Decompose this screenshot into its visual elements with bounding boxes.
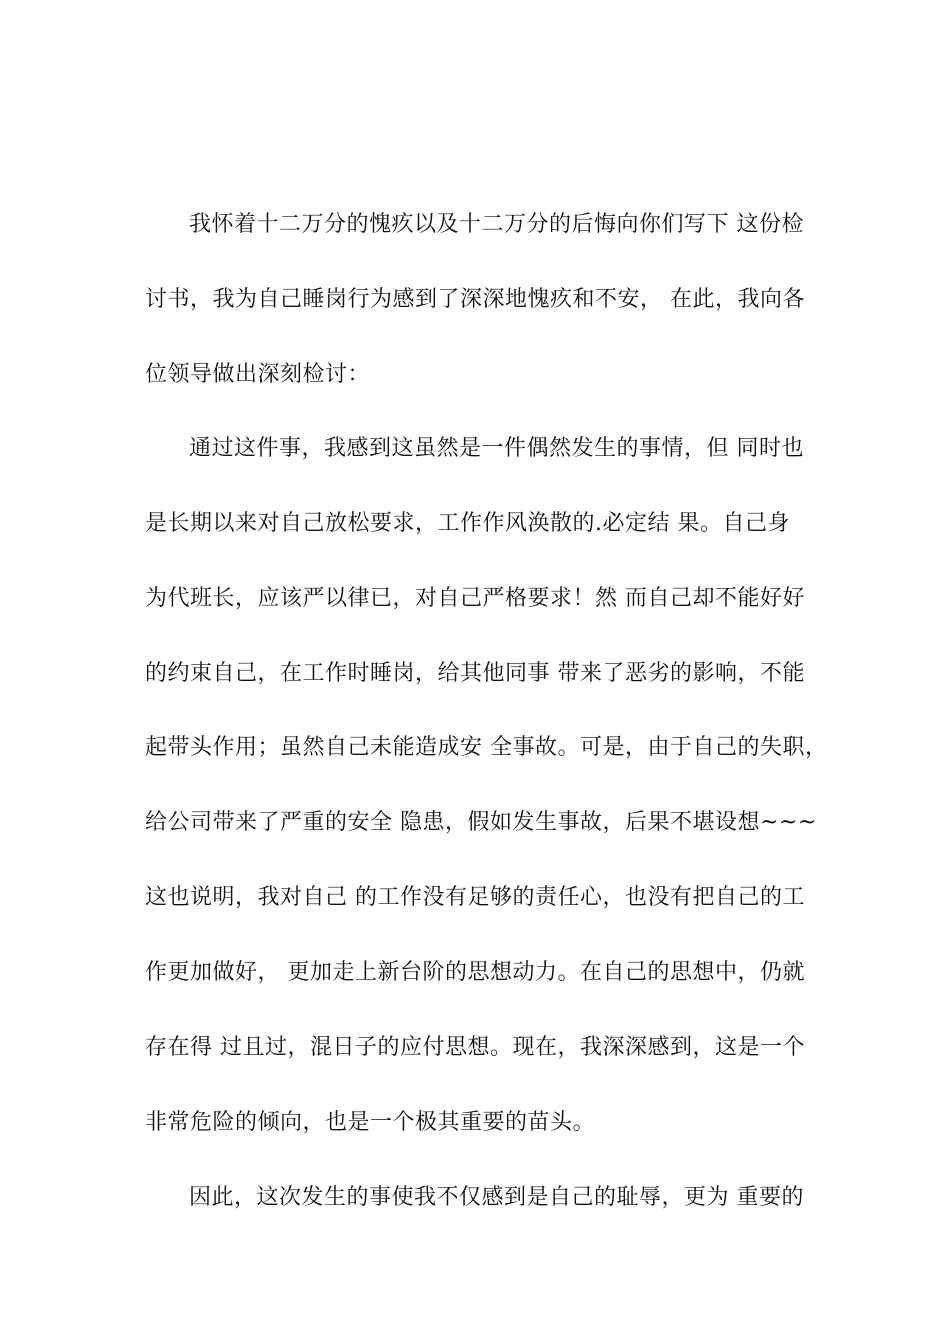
paragraph-2-line-4: 的约束自己，在工作时睡岗，给其他同事 带来了恶劣的影响，不能 [145,661,805,686]
paragraph-2-line-10: 非常危险的倾向，也是一个极其重要的苗头。 [145,1110,596,1135]
paragraph-2-line-9: 存在得 过且过，混日子的应付思想。现在，我深深感到，这是一个 [145,1035,805,1060]
paragraph-2-line-6: 给公司带来了严重的安全 隐患，假如发生事故，后果不堪设想~~~ [145,810,817,835]
paragraph-1-line-2: 讨书，我为自己睡岗行为感到了深深地愧疚和不安， 在此，我向各 [145,287,805,312]
paragraph-1-line-3: 位领导做出深刻检讨： [145,362,371,387]
paragraph-2-line-2: 是长期以来对自己放松要求，工作作风涣散的.必定结 果。自己身 [145,511,790,536]
paragraph-2-line-5: 起带头作用；虽然自己未能造成安 全事故。可是，由于自己的失职， [145,735,828,760]
paragraph-2-line-1: 通过这件事，我感到这虽然是一件偶然发生的事情，但 同时也 [189,436,804,461]
paragraph-3-line-1: 因此，这次发生的事使我不仅感到是自己的耻辱，更为 重要的 [189,1185,804,1210]
paragraph-2-line-7: 这也说明，我对自己 的工作没有足够的责任心，也没有把自己的工 [145,885,805,910]
paragraph-2-line-8: 作更加做好， 更加走上新台阶的思想动力。在自己的思想中，仍就 [145,960,805,985]
paragraph-1-line-1: 我怀着十二万分的愧疚以及十二万分的后悔向你们写下 这份检 [189,212,804,237]
paragraph-2-line-3: 为代班长，应该严以律已，对自己严格要求！然 而自己却不能好好 [145,586,805,611]
